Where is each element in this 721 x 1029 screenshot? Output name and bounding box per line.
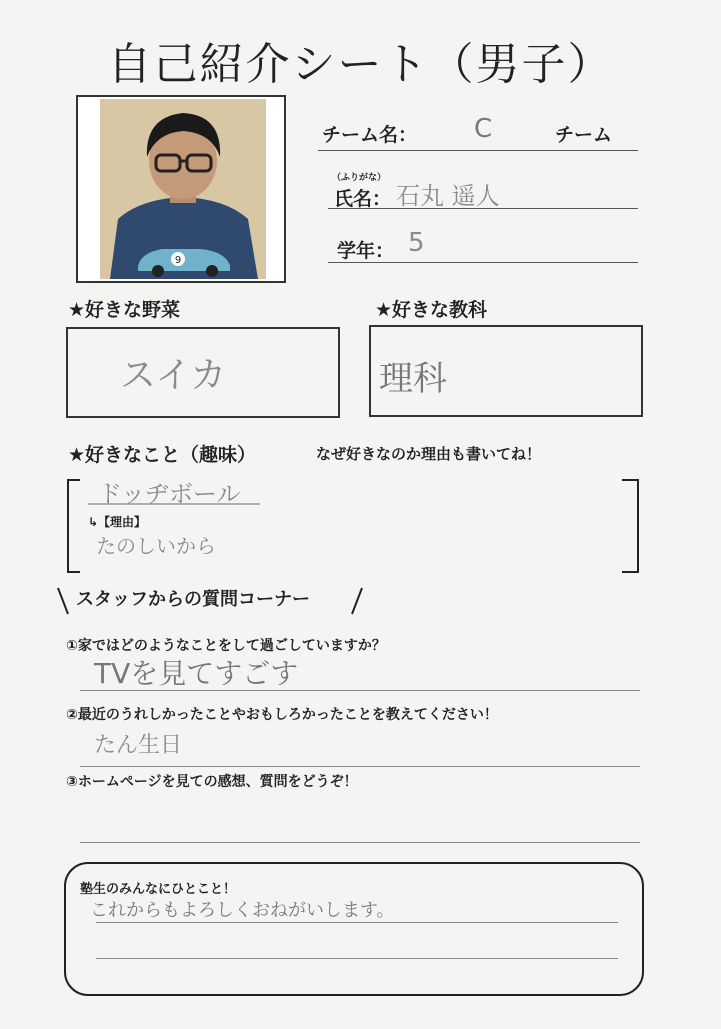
reason-value: たのしいから: [96, 534, 216, 558]
answer-2-underline: [80, 766, 640, 767]
subject-value: 理科: [379, 359, 447, 399]
answer-2: たん生日: [94, 733, 183, 758]
team-value: C: [474, 114, 493, 144]
team-suffix: チーム: [555, 124, 613, 146]
vegetable-value: スイカ: [120, 355, 227, 396]
grade-label: 学年：: [337, 240, 395, 262]
message-label: 塾生のみんなにひとこと！: [80, 882, 237, 897]
team-label: チーム名：: [322, 124, 418, 146]
hobby-label: ★好きなこと（趣味）: [68, 444, 257, 466]
profile-photo: [76, 95, 286, 283]
hobby-note: なぜ好きなのか理由も書いてね！: [316, 445, 542, 463]
shirt-number: 9: [174, 255, 182, 266]
message-line-1: [96, 922, 618, 923]
question-2: ②最近のうれしかったことやおもしろかったことを教えてください！: [66, 707, 498, 723]
photo-image: [100, 99, 266, 279]
grade-underline: [328, 262, 638, 263]
reason-label: ↳【理由】: [88, 515, 147, 529]
message-box: [64, 862, 644, 996]
question-3: ③ホームページを見ての感想、質問をどうぞ！: [66, 774, 358, 790]
message-line-2: [96, 958, 618, 959]
answer-3-underline: [80, 842, 640, 843]
staff-heading: スタッフからの質問コーナー: [76, 589, 310, 610]
answer-1: TVを見てすごす: [94, 657, 299, 690]
message-value: これからもよろしくおねがいします。: [90, 900, 395, 921]
grade-value: 5: [408, 228, 425, 258]
answer-1-underline: [80, 690, 640, 691]
page-title: 自己紹介シート（男子）: [107, 39, 614, 90]
subject-box: [369, 325, 643, 417]
question-1: ①家ではどのようなことをして過ごしていますか？: [66, 638, 386, 654]
hobby-value: ドッヂボール: [98, 480, 241, 508]
team-underline: [318, 150, 638, 151]
name-underline: [328, 208, 638, 209]
subject-label: ★好きな教科: [375, 299, 488, 321]
vegetable-label: ★好きな野菜: [68, 299, 181, 321]
furigana-label: （ふりがな）: [332, 173, 387, 183]
boy-portrait-icon: [100, 99, 266, 279]
name-label: 氏名：: [334, 188, 392, 210]
name-value: 石丸 遥人: [396, 182, 500, 210]
vegetable-box: [66, 327, 340, 418]
